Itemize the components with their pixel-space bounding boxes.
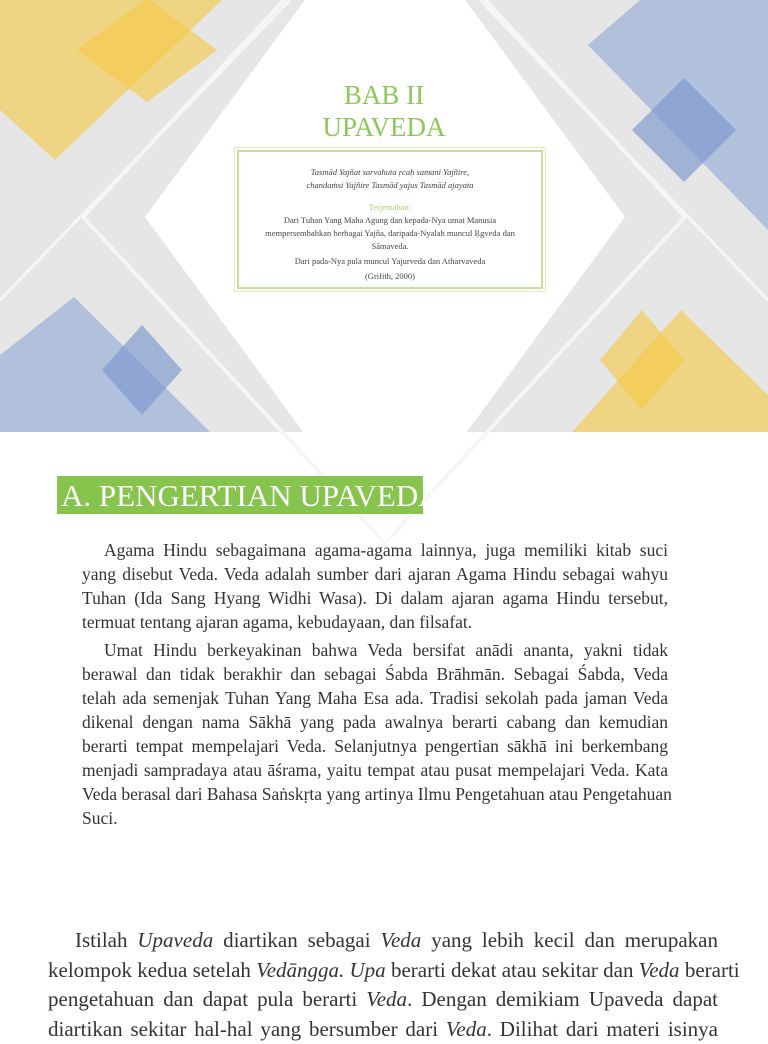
italic-term: Vedāngga. Upa [256, 958, 386, 982]
text-segment: kelompok kedua setelah [48, 958, 256, 982]
text-line [82, 782, 668, 806]
italic-term: Upaveda [137, 928, 213, 952]
text-segment: dikenal dengan nama Sākhā yang pada awalnya berarti cabang dan kemudian [82, 712, 668, 732]
italic-term: Veda [366, 987, 407, 1011]
text-segment: berarti dekat atau sekitar dan [386, 958, 639, 982]
chapter-title: UPAVEDA [0, 112, 768, 142]
text-segment: diartikan sebagai [213, 928, 380, 952]
text-line [82, 538, 668, 562]
text-segment: Suci. [82, 808, 118, 828]
text-line [82, 806, 668, 830]
text-segment: berarti tempat mempelajari Veda. Selanjutnya pengertian sākhā ini berkembang [82, 736, 668, 756]
text-segment: berawal dan tidak berakhir dan sebagai Śabda Brāhmān. Sebagai Śabda, Veda [82, 664, 668, 684]
text-segment: . Dilihat dari materi isinya [487, 1017, 718, 1041]
chapter-number: BAB II [0, 80, 768, 110]
text-line [82, 586, 668, 610]
text-segment: menjadi sampradaya atau āśrama, yaitu tempat atau pusat mempelajari Veda. Kata [82, 760, 668, 780]
text-segment: termuat tentang ajaran agama, kebudayaan, dan filsafat. [82, 612, 472, 632]
translation-label: Terjemahan: [239, 201, 541, 214]
text-line [82, 710, 668, 734]
text-segment: Veda berasal dari Bahasa Saṅskṛta yang artinya Ilmu Pengetahuan atau Pengetahuan [82, 784, 672, 804]
text-segment: . Dengan demikiam Upaveda dapat [407, 987, 718, 1011]
text-segment: telah ada semenjak Tuhan Yang Maha Esa ada. Tradisi sekolah pada jaman Veda [82, 688, 668, 708]
citation: (Grifith, 2000) [239, 270, 541, 283]
verse-line: Tasmād Yajñat sarvahuta ṛcaḥ samani Yajñire, [239, 166, 541, 179]
text-line [82, 686, 668, 710]
chapter-cover [0, 0, 768, 432]
text-line [82, 638, 668, 662]
italic-term: Veda [446, 1017, 487, 1041]
text-segment: yang lebih kecil dan merupakan [421, 928, 718, 952]
text-line [82, 734, 668, 758]
text-segment: pengetahuan dan dapat pula berarti [48, 987, 366, 1011]
verse-line: chandaṁsi Yajñire Tasmād yajus Tasmād ajayata [239, 179, 541, 192]
text-line [48, 926, 718, 956]
italic-term: Veda [380, 928, 421, 952]
text-segment: diartikan sekitar hal-hal yang bersumber dari [48, 1017, 446, 1041]
quote-box [237, 150, 543, 289]
text-line [82, 562, 668, 586]
text-segment: yang disebut Veda. Veda adalah sumber dari ajaran Agama Hindu sebagai wahyu [82, 564, 668, 584]
text-line [48, 1015, 718, 1044]
paragraph [48, 926, 718, 1044]
text-line [48, 956, 718, 986]
translation-text: Dari Tuhan Yang Maha Agung dan kepada-Nya umat Manusia mempersembahkan berbagai Yajña, daripada-Nyalah muncul Ṛgveda dan Sāmaveda. [239, 214, 541, 253]
text-line [82, 610, 668, 634]
text-segment: Agama Hindu sebagaimana agama-agama lainnya, juga memiliki kitab suci [104, 540, 668, 560]
text-line [82, 758, 668, 782]
text-segment: Umat Hindu berkeyakinan bahwa Veda bersifat anādi ananta, yakni tidak [104, 640, 668, 660]
paragraph [82, 638, 668, 830]
paragraph [82, 538, 668, 634]
italic-term: Veda [639, 958, 680, 982]
text-segment: Tuhan (Ida Sang Hyang Widhi Wasa). Di dalam ajaran agama Hindu tersebut, [82, 588, 668, 608]
translation-text: Dari pada-Nya pula muncul Yajurveda dan Atharvaveda [239, 255, 541, 268]
text-line [82, 662, 668, 686]
text-segment: Istilah [75, 928, 137, 952]
text-segment: berarti [680, 958, 740, 982]
section-heading: A. PENGERTIAN UPAVEDA [57, 476, 423, 514]
text-line [48, 985, 718, 1015]
